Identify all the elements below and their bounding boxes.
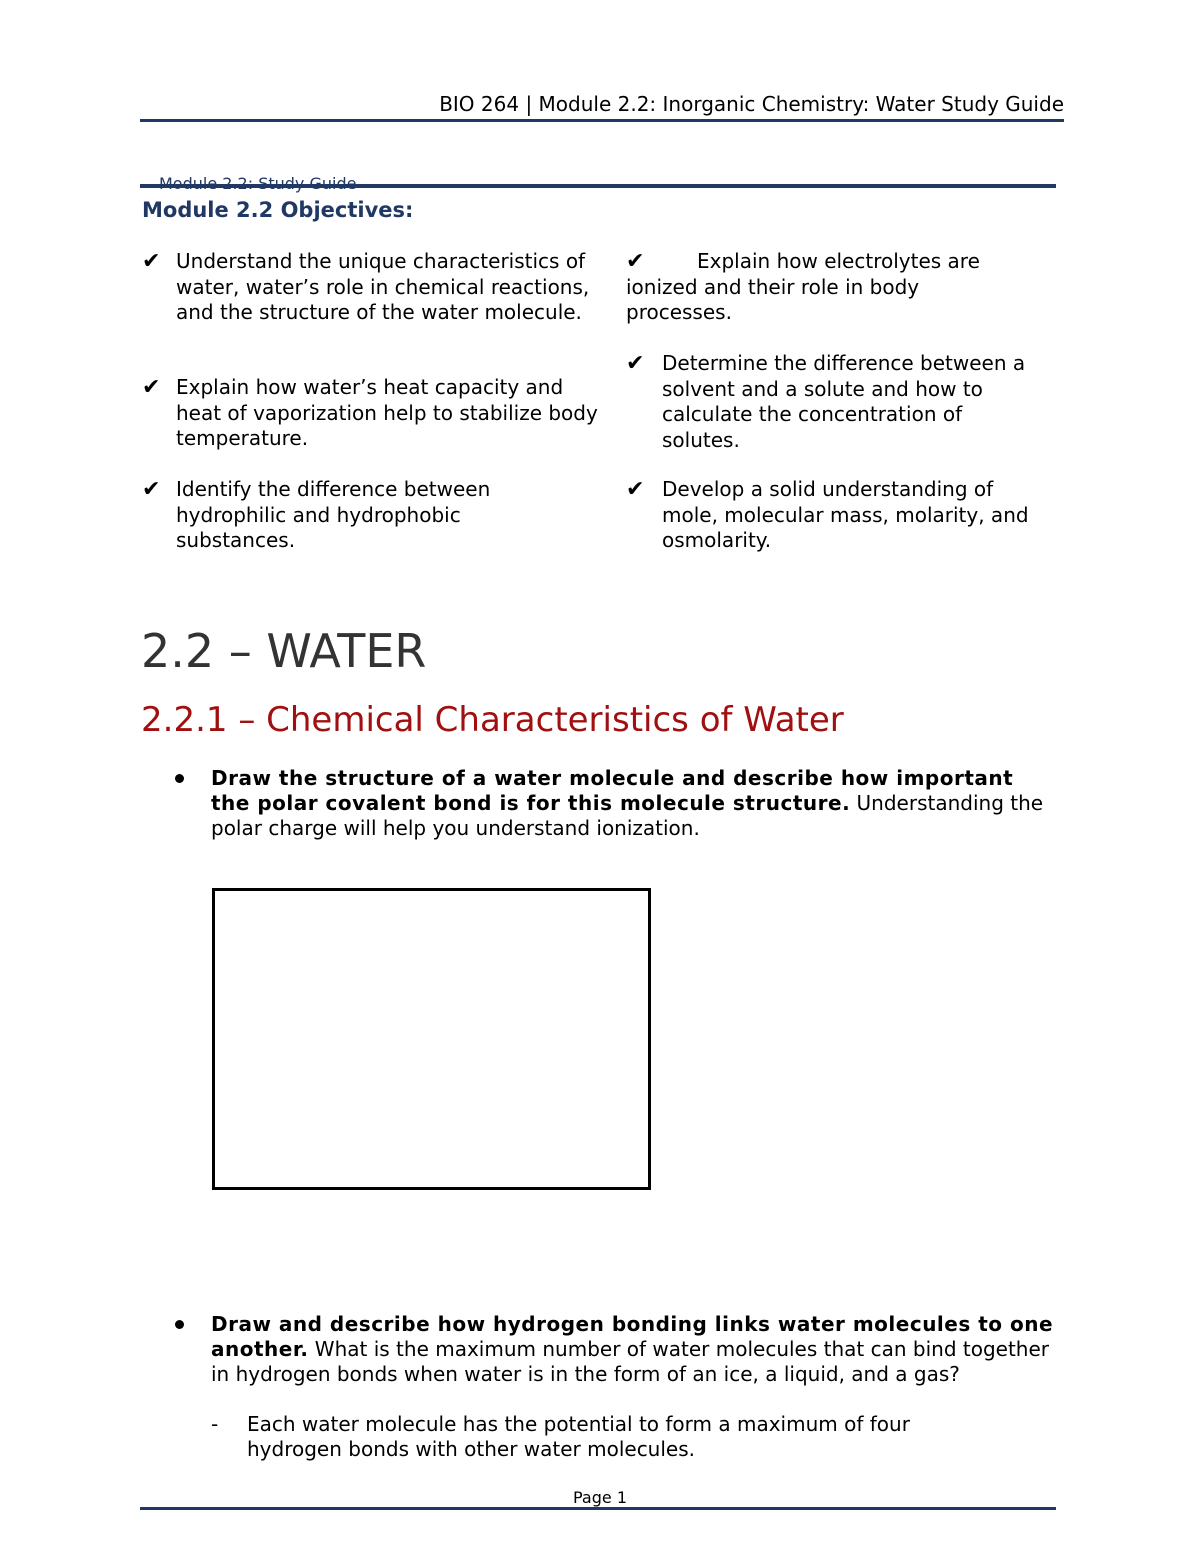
objectives-heading: Module 2.2 Objectives: [142,198,414,222]
document-header-title: BIO 264 | Module 2.2: Inorganic Chemistry: Water Study Guide [439,92,1064,116]
page-number: Page 1 [573,1488,627,1507]
question-prompt: Draw and describe how hydrogen bonding links water molecules to one another. [211,1312,1054,1361]
check-mark-icon: ✔ [142,477,161,502]
footer-divider [140,1507,1056,1510]
answer-text: Each water molecule has the potential to form a maximum of four hydrogen bonds with other water molecules. [247,1412,910,1461]
question-item-1 [175,766,1055,841]
module-subheader-label: Module 2.2: Study Guide [159,174,357,193]
question-item-2 [175,1312,1055,1387]
section-title: 2.2 – WATER [141,624,427,678]
objective-item-2 [142,375,612,452]
check-mark-icon: ✔ [626,351,645,376]
dash-marker: - [211,1412,219,1436]
bullet-icon [175,774,184,783]
check-mark-icon: ✔ [626,249,645,274]
objective-text: Develop a solid understanding of mole, molecular mass, molarity, and osmolarity. [662,477,1029,552]
objective-item-4 [626,249,1026,326]
header-divider [140,119,1064,122]
objective-text: Identify the difference between hydrophilic and hydrophobic substances. [176,477,491,552]
objective-item-3 [142,477,582,554]
question-instructions: Understanding the polar charge will help you understand ionization. [211,791,1044,840]
answer-item [211,1412,971,1462]
objective-item-6 [626,477,1036,554]
check-mark-icon: ✔ [142,375,161,400]
question-prompt: Draw the structure of a water molecule and describe how important the polar covalent bond is for this molecule structure. [211,766,1014,815]
objective-text: Explain how water’s heat capacity and heat of vaporization help to stabilize body temperature. [176,375,598,450]
objective-text: Explain how electrolytes are ionized and their role in body processes. [626,249,980,324]
drawing-answer-box[interactable] [212,888,651,1190]
subsection-title: 2.2.1 – Chemical Characteristics of Water [141,700,844,740]
bullet-icon [175,1320,184,1329]
question-instructions: What is the maximum number of water molecules that can bind together in hydrogen bonds when water is in the form of an ice, a liquid, and a gas? [211,1337,1049,1386]
objective-text: Understand the unique characteristics of water, water’s role in chemical reactions, and the structure of the water molecule. [176,249,590,324]
check-mark-icon: ✔ [142,249,161,274]
subheader-divider [140,184,1056,188]
objective-item-1 [142,249,602,326]
check-mark-icon: ✔ [626,477,645,502]
objective-item-5 [626,351,1046,453]
objective-text: Determine the difference between a solvent and a solute and how to calculate the concentration of solutes. [662,351,1026,452]
